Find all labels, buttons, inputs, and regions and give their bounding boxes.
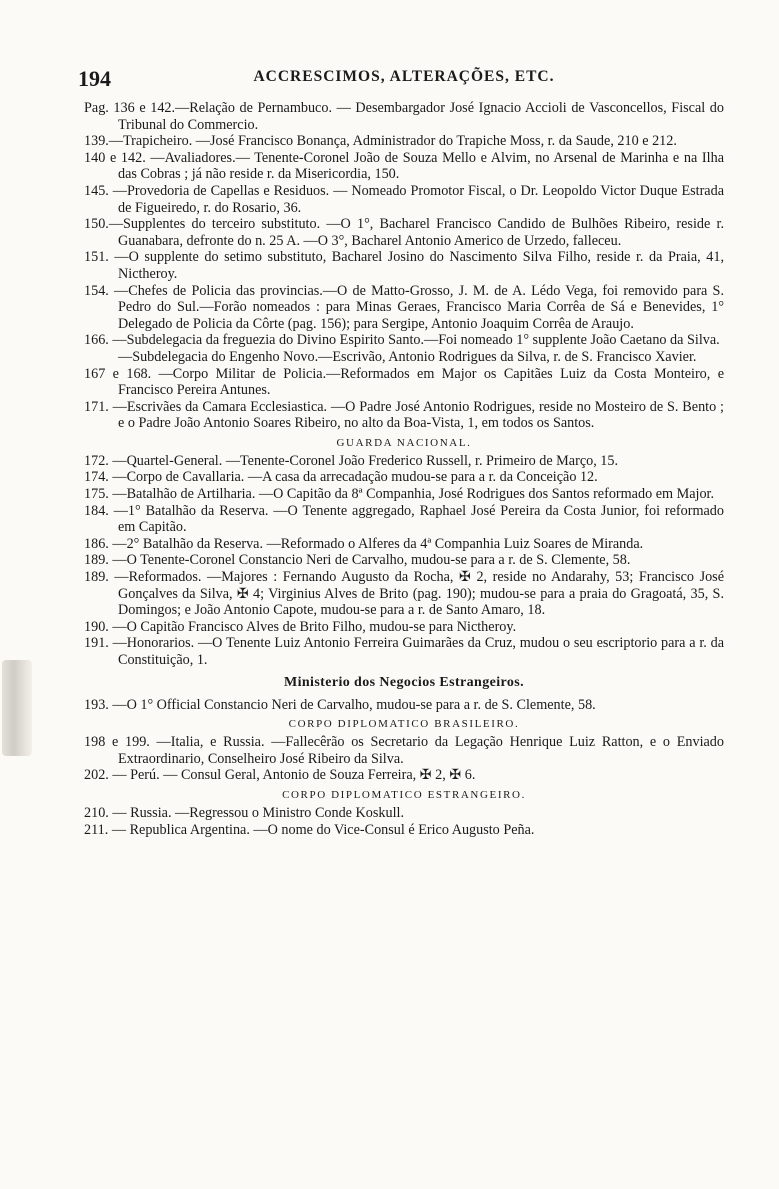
entry: 140 e 142. —Avaliadores.— Tenente-Coronel João de Souza Mello e Alvim, no Arsenal de Marinha e na Ilha das Cobras ; já não reside r. da Misericordia, 150. — [84, 149, 724, 183]
entry: 174. —Corpo de Cavallaria. —A casa da arrecadação mudou-se para a r. da Conceição 12. — [84, 469, 598, 486]
entry: 172. —Quartel-General. —Tenente-Coronel João Frederico Russell, r. Primeiro de Março, 15. — [84, 452, 619, 469]
entry: 151. —O supplente do setimo substituto, Bacharel Josino do Nascimento Silva Filho, reside r. da Praia, 41, Nictheroy. — [84, 249, 724, 282]
entry: 184. —1° Batalhão da Reserva. —O Tenente aggregado, Raphael José Pereira da Costa Junior, foi reformado em Capitão. — [84, 502, 724, 536]
entry: 211. — Republica Argentina. —O nome do Vice-Consul é Erico Augusto Peña. — [84, 821, 535, 838]
page-stain — [2, 660, 32, 756]
entry: 167 e 168. —Corpo Militar de Policia.—Reformados em Major os Capitães Luiz da Costa Monteiro, e Francisco Pereira Antunes. — [84, 365, 724, 399]
entry: 145. —Provedoria de Capellas e Residuos. — Nomeado Promotor Fiscal, o Dr. Leopoldo Victor Duque Estrada de Figueiredo, r. do Rosario, 36. — [84, 182, 724, 216]
running-head: ACCRESCIMOS, ALTERAÇÕES, ETC. — [253, 68, 555, 85]
page-number: 194 — [78, 66, 111, 91]
entry: 210. — Russia. —Regressou o Ministro Conde Koskull. — [84, 804, 405, 821]
entry: 154. —Chefes de Policia das provincias.—O de Matto-Grosso, J. M. de A. Lédo Vega, foi removido para S. Pedro do Sul.—Forão nomeados : para Minas Geraes, Francisco Maria Corrêa de Sá e Benevides, 1° Delegado de Policia da Côrte (pag. 156); para Sergipe, Antonio Joaquim Corrêa de Araujo. — [84, 282, 724, 332]
entry: 191. —Honorarios. —O Tenente Luiz Antonio Ferreira Guimarães da Cruz, mudou o seu escriptorio para a r. da Constituição, 1. — [84, 635, 724, 668]
page-header — [78, 66, 724, 100]
entry: 139.—Trapicheiro. —José Francisco Bonança, Administrador do Trapiche Moss, r. da Saude, 210 e 212. — [84, 133, 677, 150]
entry: 166. —Subdelegacia da freguezia do Divino Espirito Santo.—Foi nomeado 1° supplente João Caetano da Silva. — [84, 332, 720, 349]
sub-entry: —Subdelegacia do Engenho Novo.—Escrivão, Antonio Rodrigues da Silva, r. de S. Francisco Xavier. — [118, 348, 697, 365]
document-page — [78, 66, 724, 838]
entry: 189. —Reformados. —Majores : Fernando Augusto da Rocha, ✠ 2, reside no Andarahy, 53; Francisco José Gonçalves da Silva, ✠ 4; Virginius Alves de Brito (pag. 190); mudou-se para a praia do Gragoatá, 35, S. Domingos; e João Antonio Capote, mudou-se para a r. de Santo Amaro, 18. — [84, 569, 724, 619]
entry: 171. —Escrivães da Camara Ecclesiastica. —O Padre José Antonio Rodrigues, reside no Mosteiro de S. Bento ; e o Padre João Antonio Soares Ribeiro, no alto da Boa-Vista, 1, em todos os Santos. — [84, 398, 724, 432]
body-text — [84, 100, 724, 838]
entry: 175. —Batalhão de Artilharia. —O Capitão da 8ª Companhia, José Rodrigues dos Santos reformado em Major. — [84, 486, 715, 503]
entry: 193. —O 1° Official Constancio Neri de Carvalho, mudou-se para a r. de S. Clemente, 58. — [84, 696, 596, 713]
entry: Pag. 136 e 142.—Relação de Pernambuco. — Desembargador José Ignacio Accioli de Vasconcellos, Fiscal do Tribunal do Commercio. — [84, 100, 724, 133]
entry: 198 e 199. —Italia, e Russia. —Fallecêrão os Secretario da Legação Henrique Luiz Ratton, e o Enviado Extraordinario, Conselheiro José Ribeiro da Silva. — [84, 734, 724, 767]
ministry-heading: Ministerio dos Negocios Estrangeiros. — [283, 674, 525, 690]
entry: 202. — Perú. — Consul Geral, Antonio de Souza Ferreira, ✠ 2, ✠ 6. — [84, 767, 476, 784]
entry: 190. —O Capitão Francisco Alves de Brito Filho, mudou-se para Nictheroy. — [84, 618, 517, 635]
entry: 150.—Supplentes do terceiro substituto. —O 1°, Bacharel Francisco Candido de Bulhões Ribeiro, reside r. Guanabara, defronte do n. 25 A. —O 3°, Bacharel Antonio Americo de Urzedo, falleceu. — [84, 216, 724, 249]
section-heading: CORPO DIPLOMATICO ESTRANGEIRO. — [282, 788, 526, 801]
section-heading: CORPO DIPLOMATICO BRASILEIRO. — [288, 718, 520, 731]
entry: 186. —2° Batalhão da Reserva. —Reformado o Alferes da 4ª Companhia Luiz Soares de Miranda. — [84, 535, 644, 552]
section-heading: GUARDA NACIONAL. — [336, 436, 472, 449]
entry: 189. —O Tenente-Coronel Constancio Neri de Carvalho, mudou-se para a r. de S. Clemente, 58. — [84, 552, 631, 569]
